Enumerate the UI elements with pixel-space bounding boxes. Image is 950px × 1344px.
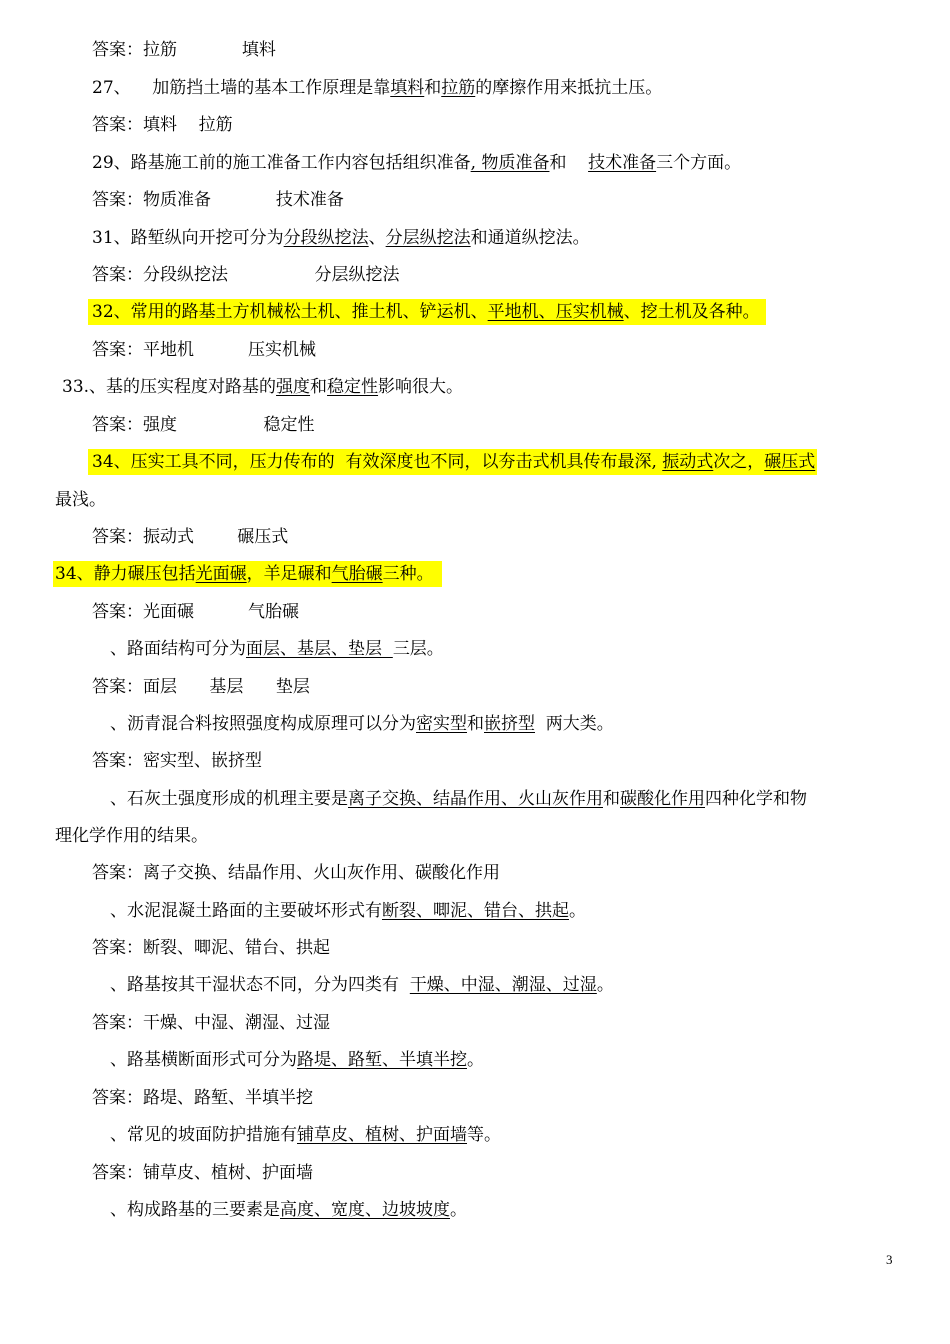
blank-answer: 分层纵挖法 bbox=[385, 228, 471, 248]
question-line: 、常见的坡面防护措施有铺草皮、植树、护面墙等。 bbox=[110, 1125, 501, 1145]
question-line-continued: 最浅。 bbox=[55, 490, 106, 510]
answer-line: 答案：物质准备 技术准备 bbox=[92, 190, 344, 210]
answer-line: 答案：离子交换、结晶作用、火山灰作用、碳酸化作用 bbox=[92, 863, 500, 883]
blank-answer: 分段纵挖法 bbox=[283, 228, 369, 248]
question-line: 、路基横断面形式可分为路堤、路堑、半填半挖。 bbox=[110, 1050, 484, 1070]
answer-line: 答案：干燥、中湿、潮湿、过湿 bbox=[92, 1013, 330, 1033]
page-number: 3 bbox=[886, 1252, 893, 1267]
blank-answer: 干燥、中湿、潮湿、过湿 bbox=[409, 975, 597, 995]
question-line: 、石灰土强度形成的机理主要是离子交换、结晶作用、火山灰作用和碳酸化作用四种化学和物 bbox=[110, 789, 807, 809]
blank-answer: 断裂、唧泥、错台、拱起 bbox=[382, 901, 569, 921]
question-line: 27、 加筋挡土墙的基本工作原理是靠填料和拉筋的摩擦作用来抵抗土压。 bbox=[92, 78, 663, 98]
blank-answer: 气胎碾 bbox=[331, 564, 383, 584]
question-line: 、构成路基的三要素是高度、宽度、边坡坡度。 bbox=[110, 1200, 467, 1220]
blank-answer: 技术准备 bbox=[588, 153, 657, 173]
blank-answer: 面层、基层、垫层 bbox=[246, 639, 393, 659]
question-line-continued: 理化学作用的结果。 bbox=[55, 826, 208, 846]
blank-answer: 填料 bbox=[390, 78, 425, 98]
highlighted-question-line: 32、常用的路基土方机械松土机、推土机、铲运机、平地机、压实机械、挖土机及各种。 bbox=[88, 299, 766, 325]
question-line: 、路面结构可分为面层、基层、垫层 三层。 bbox=[110, 639, 444, 659]
question-line: 、水泥混凝土路面的主要破坏形式有断裂、唧泥、错台、拱起。 bbox=[110, 901, 586, 921]
question-line: 29、路基施工前的施工准备工作内容包括组织准备, 物质准备和 技术准备三个方面。 bbox=[92, 153, 742, 173]
blank-answer: 碾压式 bbox=[764, 452, 816, 472]
blank-answer: 离子交换、结晶作用、火山灰作用 bbox=[348, 789, 603, 809]
question-line: 、沥青混合料按照强度构成原理可以分为密实型和嵌挤型 两大类。 bbox=[110, 714, 614, 734]
blank-answer: 振动式 bbox=[662, 452, 714, 472]
question-line: 、路基按其干湿状态不同，分为四类有 干燥、中湿、潮湿、过湿。 bbox=[110, 975, 614, 995]
blank-answer: 光面碾 bbox=[195, 564, 247, 584]
answer-line: 答案：面层 基层 垫层 bbox=[92, 677, 310, 697]
answer-line: 答案：光面碾 气胎碾 bbox=[92, 602, 300, 622]
blank-answer: , 物质准备 bbox=[470, 153, 550, 173]
blank-answer: 稳定性 bbox=[327, 377, 379, 397]
blank-answer: 铺草皮、植树、护面墙 bbox=[297, 1125, 467, 1145]
answer-line: 答案：分段纵挖法 分层纵挖法 bbox=[92, 265, 400, 285]
answer-line: 答案：断裂、唧泥、错台、拱起 bbox=[92, 938, 330, 958]
question-line: 31、路堑纵向开挖可分为分段纵挖法、分层纵挖法和通道纵挖法。 bbox=[92, 228, 590, 248]
answer-line: 答案：密实型、嵌挤型 bbox=[92, 751, 262, 771]
blank-answer: 平地机、压实机械 bbox=[487, 302, 624, 322]
answer-line: 答案：填料 拉筋 bbox=[92, 115, 233, 135]
answer-line: 答案：铺草皮、植树、护面墙 bbox=[92, 1163, 313, 1183]
answer-line: 答案：振动式 碾压式 bbox=[92, 527, 289, 547]
blank-answer: 强度 bbox=[276, 377, 311, 397]
question-line: 33.、基的压实程度对路基的强度和稳定性影响很大。 bbox=[62, 377, 464, 397]
answer-line: 答案：拉筋 填料 bbox=[92, 40, 276, 60]
answer-line: 答案：路堤、路堑、半填半挖 bbox=[92, 1088, 313, 1108]
blank-answer: 密实型 bbox=[416, 714, 467, 734]
blank-answer: 拉筋 bbox=[441, 78, 476, 98]
blank-answer: 高度、宽度、边坡坡度 bbox=[280, 1200, 450, 1220]
answer-line: 答案：强度 稳定性 bbox=[92, 415, 315, 435]
highlighted-question-line: 34、压实工具不同，压力传布的 有效深度也不同，以夯击式机具传布最深, 振动式次之，碾压式 bbox=[88, 449, 817, 475]
blank-answer: 嵌挤型 bbox=[484, 714, 535, 734]
blank-answer: 路堤、路堑、半填半挖 bbox=[297, 1050, 467, 1070]
highlighted-question-line: 34、静力碾压包括光面碾，羊足碾和气胎碾三种。 bbox=[53, 561, 442, 587]
answer-line: 答案：平地机 压实机械 bbox=[92, 340, 317, 360]
blank-answer: 碳酸化作用 bbox=[620, 789, 705, 809]
